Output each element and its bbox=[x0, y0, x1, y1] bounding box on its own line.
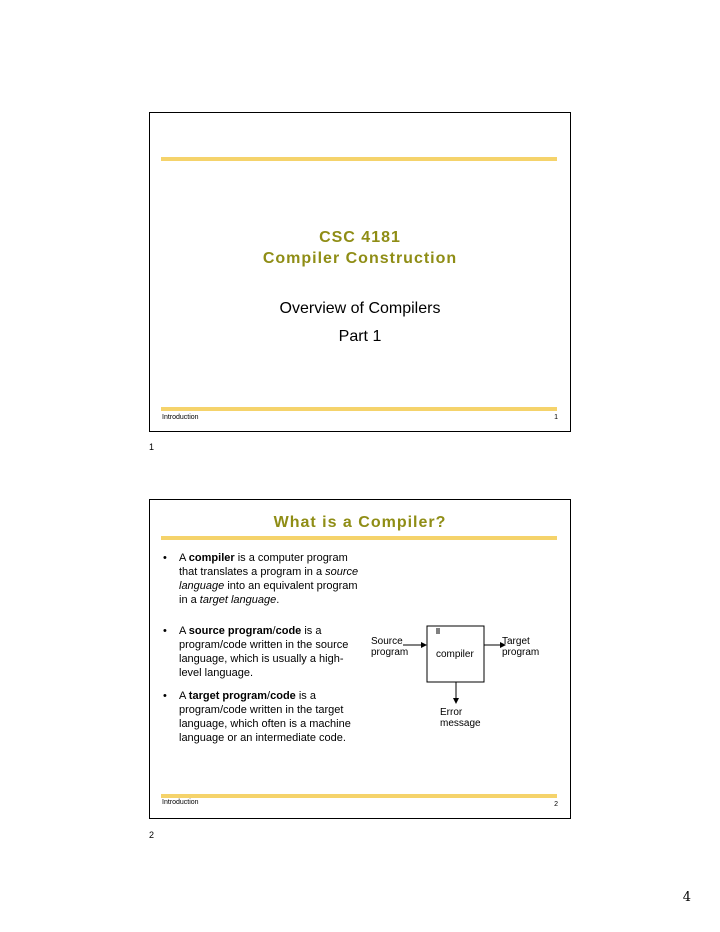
subtitle-line-1: Overview of Compilers bbox=[279, 300, 441, 317]
diagram-arrows bbox=[150, 500, 570, 818]
bullet-compiler: • A compiler is a computer program that translates a program in a source language into an equivalent program in a target language. bbox=[163, 552, 359, 606]
error-message-label: Error message bbox=[440, 707, 481, 729]
footer-left: Introduction bbox=[162, 799, 199, 806]
page-number: 4 bbox=[682, 890, 691, 905]
course-title: Compiler Construction bbox=[262, 250, 458, 267]
target-program-label: Target program bbox=[502, 636, 540, 658]
footer-left: Introduction bbox=[162, 414, 199, 421]
bottom-rule bbox=[161, 794, 557, 798]
footer-right: 2 bbox=[554, 801, 558, 808]
compiler-label: compiler bbox=[436, 649, 474, 660]
slide-2 bbox=[149, 499, 571, 819]
slide-1-number: 1 bbox=[149, 442, 155, 452]
source-program-label: Source program bbox=[371, 636, 409, 658]
subtitle-line-2: Part 1 bbox=[338, 328, 382, 345]
slide-2-number: 2 bbox=[149, 830, 155, 840]
bullet-source-program: • A source program/code is a program/code written in the source language, which is usually a high-level language. bbox=[163, 625, 349, 679]
top-rule bbox=[161, 157, 557, 161]
bottom-rule bbox=[161, 407, 557, 411]
footer-right: 1 bbox=[554, 414, 558, 421]
slide-1 bbox=[149, 112, 571, 432]
bullet-target-program: • A target program/code is a program/code written in the target language, which often is a machine language or an intermediate code. bbox=[163, 690, 351, 744]
slide-title: What is a Compiler? bbox=[273, 514, 447, 531]
course-code: CSC 4181 bbox=[319, 229, 401, 246]
